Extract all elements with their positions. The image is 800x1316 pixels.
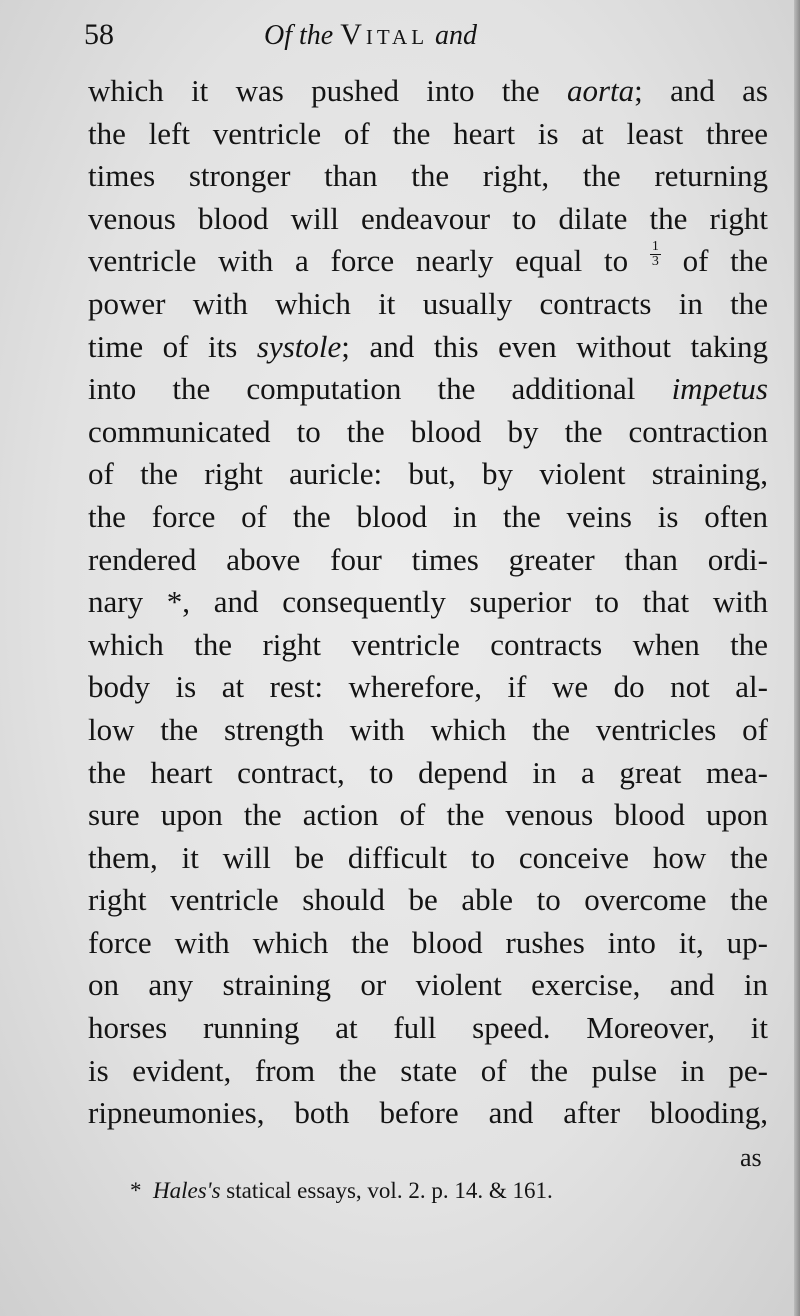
italic-term: aorta [566,73,635,108]
catchword: as [740,1143,762,1172]
text-line: low the strength with which the ventricles of [88,711,768,747]
page-edge-shadow [794,0,800,1316]
italic-term: systole [256,328,342,364]
text-line: rendered above four times greater than ordi- [88,541,768,577]
text-line: the force of the blood in the veins is often [88,498,768,534]
text-line: which it was pushed into the aorta; and as [88,73,768,108]
text-line: of the right auricle: but, by violent straining, [88,456,768,492]
page-number: 58 [84,18,114,51]
running-head [84,16,764,60]
text-line: right ventricle should be able to overcome the [88,882,768,918]
text-line: which the right ventricle contracts when the [88,626,768,662]
text-line: horses running at full speed. Moreover, it [88,1010,768,1046]
text-line: communicated to the blood by the contraction [88,413,768,449]
text-line: times stronger than the right, the returning [88,158,768,194]
running-title-suffix: and [435,20,478,51]
body-text [88,70,768,1135]
text-line: sure upon the action of the venous blood upon [88,797,768,833]
text-line: ripneumonies, both before and after blooding, [88,1095,768,1131]
text-line: the left ventricle of the heart is at least three [88,115,768,151]
text-line: power with which it usually contracts in the [88,285,768,321]
text-line: into the computation the additional impetus [88,371,768,407]
text-line: force with which the blood rushes into it, up- [88,924,768,960]
running-title-main: Vital [340,18,429,51]
fraction-one-third: $\frac{1}{3}$ [651,240,659,270]
text-line: venous blood will endeavour to dilate the right [88,200,768,236]
text-line: on any straining or violent exercise, and in [88,967,768,1003]
text-line: is evident, from the state of the pulse in pe- [88,1052,768,1088]
text-line: ventricle with a force nearly equal to $\frac{1}{3}$ of the [88,240,768,279]
running-title [264,18,477,52]
text-line: time of its systole; and this even without taking [88,328,768,364]
text-line: nary *, and consequently superior to that with [88,584,768,620]
text-line: body is at rest: wherefore, if we do not al- [88,669,768,705]
text-line: them, it will be difficult to conceive how the [88,839,768,875]
footnote-text: statical essays, vol. 2. p. 14. & 161. [220,1178,553,1203]
footnote-marker: * [130,1178,142,1203]
italic-term: impetus [671,371,768,407]
footnote-author: Hales's [153,1178,221,1203]
text-line: the heart contract, to depend in a great mea- [88,754,768,790]
footnote [130,1178,553,1204]
running-title-prefix: Of the [264,20,334,51]
